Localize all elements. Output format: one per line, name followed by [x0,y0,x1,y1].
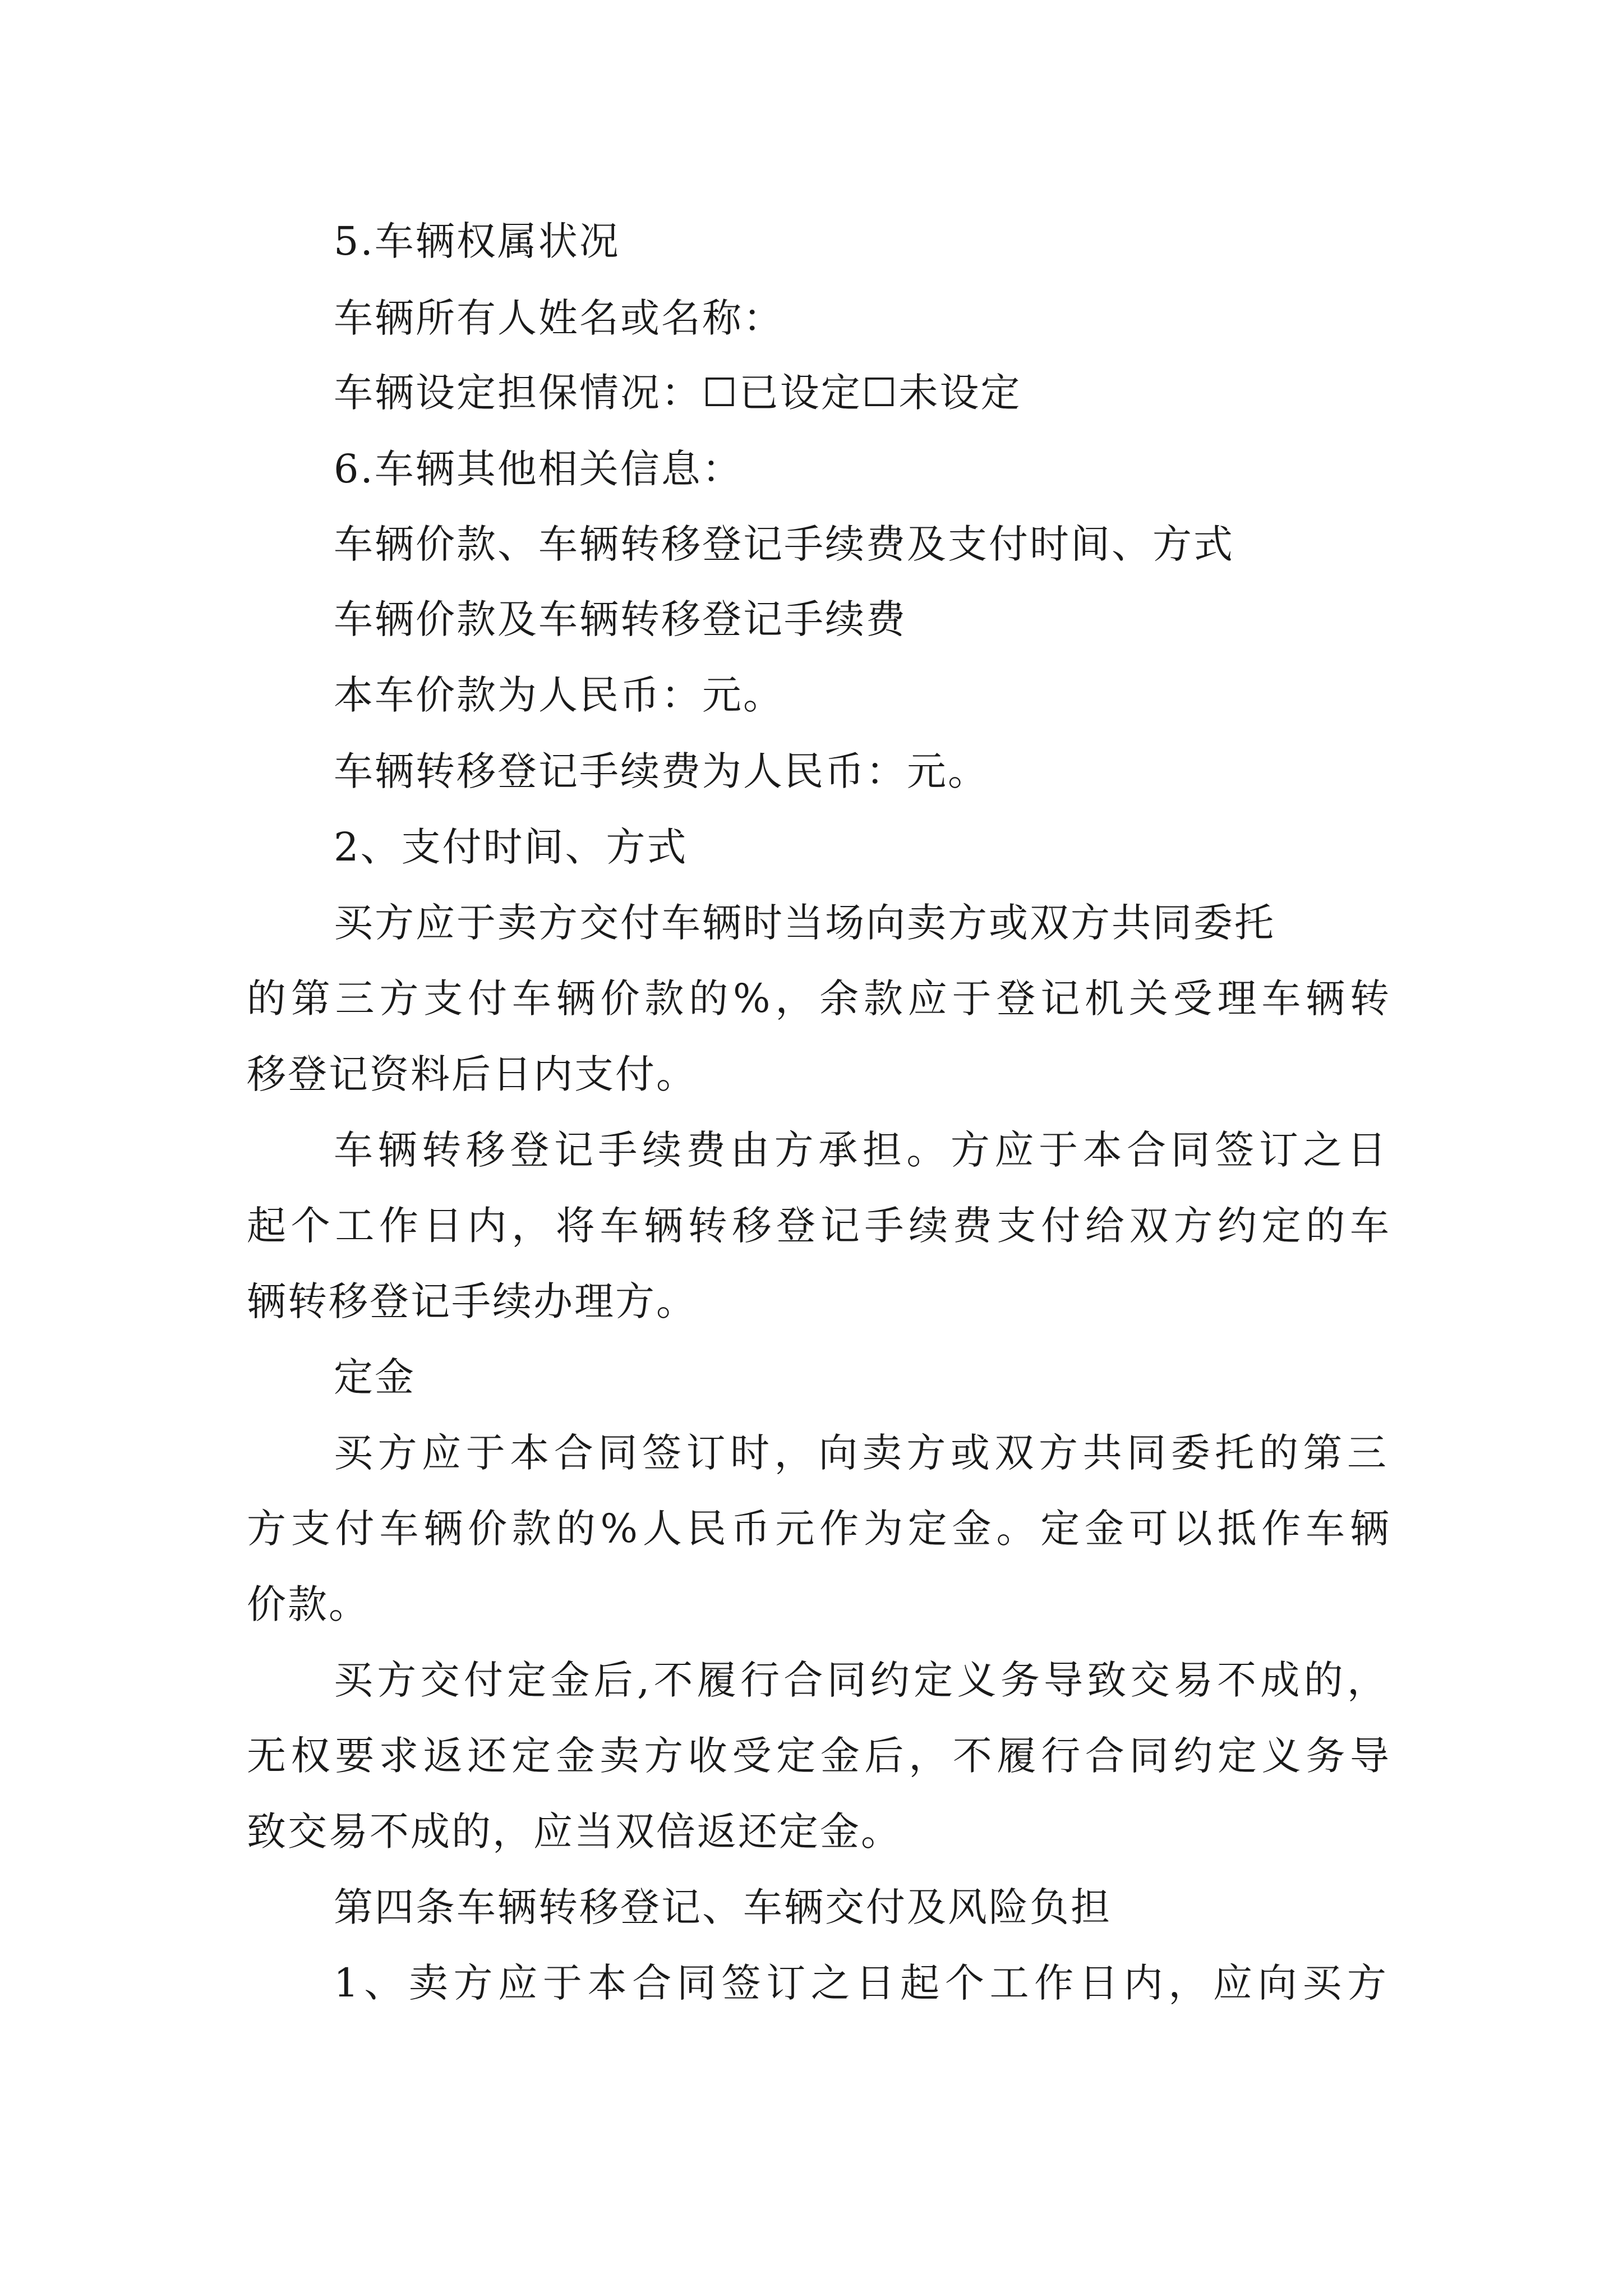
section-heading-ownership: 5.车辆权属状况 [334,218,620,264]
section-heading-payment: 2、支付时间、方式 [334,824,688,870]
paragraph-line: 车辆价款及车辆转移登记手续费 [334,596,907,642]
paragraph-line: 买方应于卖方交付车辆时当场向卖方或双方共同委托 [334,900,1275,946]
paragraph-line: 无权要求返还定金卖方收受定金后，不履行合同约定义务导 [247,1733,1391,1779]
owner-name-field-label: 车辆所有人姓名或名称： [334,295,784,341]
paragraph-line: 移登记资料后日内支付。 [247,1051,697,1097]
paragraph-line: 辆转移登记手续办理方。 [247,1278,697,1324]
paragraph-line: 致交易不成的，应当双倍返还定金。 [247,1809,902,1855]
paragraph-line: 本车价款为人民币：元。 [334,672,784,718]
article-heading-four: 第四条车辆转移登记、车辆交付及风险负担 [334,1884,1112,1930]
section-heading-deposit: 定金 [334,1354,416,1400]
paragraph-line: 方支付车辆价款的%人民币元作为定金。定金可以抵作车辆 [247,1506,1391,1552]
paragraph-line: 1、卖方应于本合同签订之日起个工作日内，应向买方 [334,1960,1388,2006]
section-heading-other-info: 6.车辆其他相关信息： [334,446,743,492]
paragraph-line: 起个工作日内，将车辆转移登记手续费支付给双方约定的车 [247,1203,1391,1249]
paragraph-line: 车辆价款、车辆转移登记手续费及支付时间、方式 [334,521,1234,567]
paragraph-line: 的第三方支付车辆价款的%，余款应于登记机关受理车辆转 [247,976,1391,1022]
paragraph-line: 车辆转移登记手续费为人民币：元。 [334,748,989,794]
paragraph-line: 价款。 [247,1581,370,1627]
security-interest-options: 车辆设定担保情况：☐已设定☐未设定 [334,370,1022,416]
paragraph-line: 买方应于本合同签订时，向卖方或双方共同委托的第三 [334,1430,1388,1476]
paragraph-line: 买方交付定金后,不履行合同约定义务导致交易不成的， [334,1657,1388,1703]
paragraph-line: 车辆转移登记手续费由方承担。方应于本合同签订之日 [334,1127,1388,1173]
